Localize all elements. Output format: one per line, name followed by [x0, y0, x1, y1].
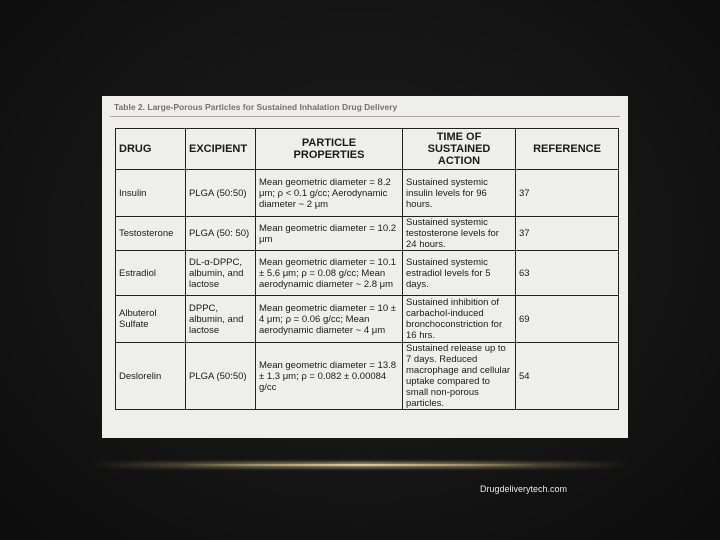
- cell-excipient: PLGA (50:50): [186, 170, 256, 217]
- cell-reference: 37: [516, 217, 619, 251]
- decorative-glow-core: [180, 464, 540, 466]
- cell-drug: Estradiol: [116, 251, 186, 296]
- header-row: [116, 129, 619, 170]
- footer-source: Drugdeliverytech.com: [480, 484, 568, 494]
- caption-divider: [110, 116, 620, 117]
- header-time-of-sustained-action: TIME OF SUSTAINED ACTION: [403, 129, 516, 170]
- cell-drug: Deslorelin: [116, 343, 186, 410]
- table-caption: Table 2. Large-Porous Particles for Sustained Inhalation Drug Delivery: [114, 102, 398, 112]
- cell-properties: Mean geometric diameter = 13.8 ± 1.3 μm; ρ = 0.082 ± 0.00084 g/cc: [256, 343, 403, 410]
- table-image: [102, 96, 628, 438]
- cell-reference: 69: [516, 296, 619, 343]
- cell-properties: Mean geometric diameter = 10.1 ± 5.6 μm; ρ = 0.08 g/cc; Mean aerodynamic diameter ~ 2.8 μm: [256, 251, 403, 296]
- cell-time: Sustained inhibition of carbachol-induced bronchoconstriction for 16 hrs.: [403, 296, 516, 343]
- drug-table: [115, 128, 619, 410]
- cell-excipient: DPPC, albumin, and lactose: [186, 296, 256, 343]
- cell-excipient: PLGA (50:50): [186, 343, 256, 410]
- cell-time: Sustained systemic testosterone levels for 24 hours.: [403, 217, 516, 251]
- header-reference: REFERENCE: [516, 129, 619, 170]
- header-excipient: EXCIPIENT: [186, 129, 256, 170]
- cell-drug: Testosterone: [116, 217, 186, 251]
- cell-properties: Mean geometric diameter = 10 ± 4 μm; ρ = 0.06 g/cc; Mean aerodynamic diameter ~ 4 μm: [256, 296, 403, 343]
- cell-excipient: PLGA (50: 50): [186, 217, 256, 251]
- cell-drug: Albuterol Sulfate: [116, 296, 186, 343]
- cell-properties: Mean geometric diameter = 10.2 μm: [256, 217, 403, 251]
- cell-reference: 63: [516, 251, 619, 296]
- cell-reference: 54: [516, 343, 619, 410]
- table-row: [116, 170, 619, 217]
- cell-excipient: DL-α-DPPC, albumin, and lactose: [186, 251, 256, 296]
- header-drug: DRUG: [116, 129, 186, 170]
- table-row: [116, 296, 619, 343]
- table-row: [116, 217, 619, 251]
- cell-properties: Mean geometric diameter = 8.2 μm; ρ < 0.1 g/cc; Aerodynamic diameter ~ 2 μm: [256, 170, 403, 217]
- header-particle-properties: PARTICLE PROPERTIES: [256, 129, 403, 170]
- cell-time: Sustained systemic estradiol levels for 5 days.: [403, 251, 516, 296]
- cell-drug: Insulin: [116, 170, 186, 217]
- cell-reference: 37: [516, 170, 619, 217]
- cell-time: Sustained release up to 7 days. Reduced macrophage and cellular uptake compared to small non-porous particles.: [403, 343, 516, 410]
- cell-time: Sustained systemic insulin levels for 96 hours.: [403, 170, 516, 217]
- table-row: [116, 343, 619, 410]
- table-row: [116, 251, 619, 296]
